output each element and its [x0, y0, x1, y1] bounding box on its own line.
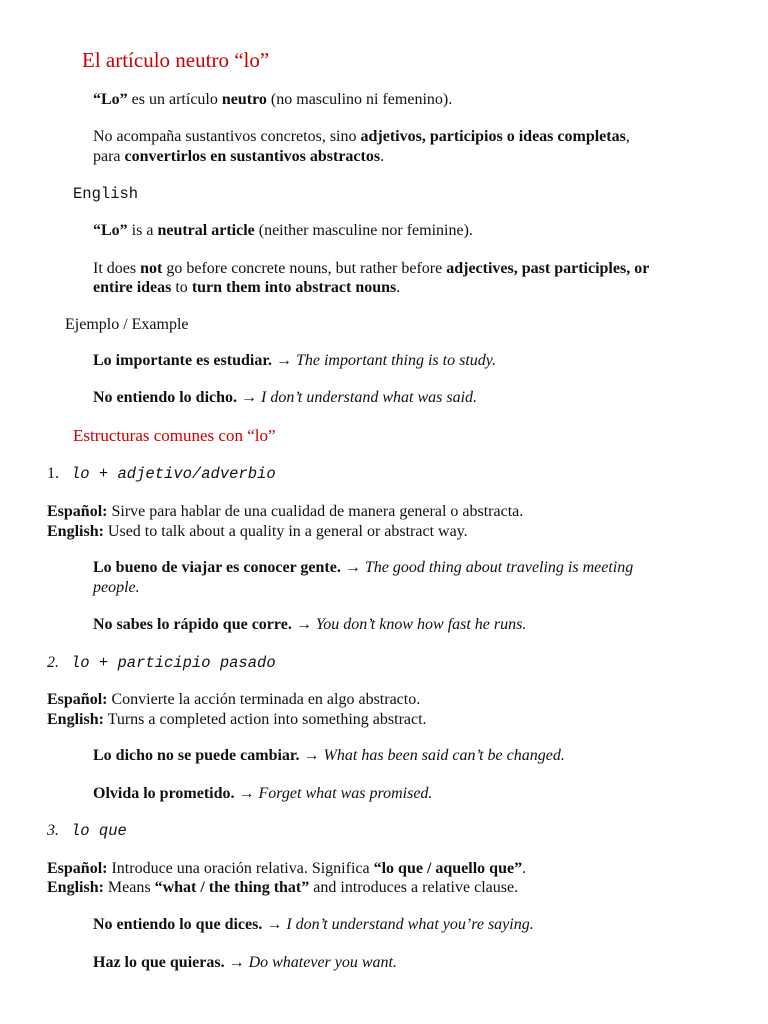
structure-es-description: Español: Convierte la acción terminada en algo abstracto.	[47, 691, 421, 708]
example-sentence: Lo bueno de viajar es conocer gente. → The good thing about traveling is meeting	[93, 559, 634, 576]
structure-title: 2. lo + participio pasado	[47, 654, 276, 672]
page-title: El artículo neutro “lo”	[82, 48, 270, 72]
example-sentence: No entiendo lo que dices. → I don’t understand what you’re saying.	[93, 916, 534, 933]
structures-heading: Estructuras comunes con “lo”	[73, 426, 276, 445]
intro-es-p1: “Lo” es un artículo neutro (no masculino ni femenino).	[93, 91, 453, 108]
example-sentence: No sabes lo rápido que corre. → You don’t know how fast he runs.	[93, 616, 527, 633]
example-sentence: Haz lo que quieras. → Do whatever you want.	[93, 954, 397, 971]
intro-es-p2-line1: No acompaña sustantivos concretos, sino adjetivos, participios o ideas completas,	[93, 128, 630, 145]
example-sentence: Olvida lo prometido. → Forget what was promised.	[93, 785, 433, 802]
example-sentence: No entiendo lo dicho. → I don’t understand what was said.	[93, 389, 478, 406]
english-label: English	[73, 185, 139, 203]
example-sentence-continuation: people.	[93, 579, 140, 596]
example-sentence: Lo dicho no se puede cambiar. → What has been said can’t be changed.	[93, 747, 565, 764]
structure-title: 3. lo que	[47, 822, 127, 840]
intro-en-p2-line2: entire ideas to turn them into abstract nouns.	[93, 279, 401, 296]
example-label: Ejemplo / Example	[65, 316, 189, 333]
structure-en-description: English: Means “what / the thing that” and introduces a relative clause.	[47, 879, 519, 896]
structure-en-description: English: Turns a completed action into something abstract.	[47, 711, 427, 728]
example-sentence: Lo importante es estudiar. → The important thing is to study.	[93, 352, 496, 369]
intro-en-p1: “Lo” is a neutral article (neither masculine nor feminine).	[93, 222, 473, 239]
intro-es-p2-line2: para convertirlos en sustantivos abstractos.	[93, 148, 385, 165]
structure-en-description: English: Used to talk about a quality in a general or abstract way.	[47, 523, 468, 540]
intro-en-p2-line1: It does not go before concrete nouns, but rather before adjectives, past participles, or	[93, 260, 650, 277]
structure-es-description: Español: Sirve para hablar de una cualidad de manera general o abstracta.	[47, 503, 524, 520]
structure-es-description: Español: Introduce una oración relativa. Significa “lo que / aquello que”.	[47, 860, 527, 877]
structure-title: 1. lo + adjetivo/adverbio	[47, 465, 276, 483]
